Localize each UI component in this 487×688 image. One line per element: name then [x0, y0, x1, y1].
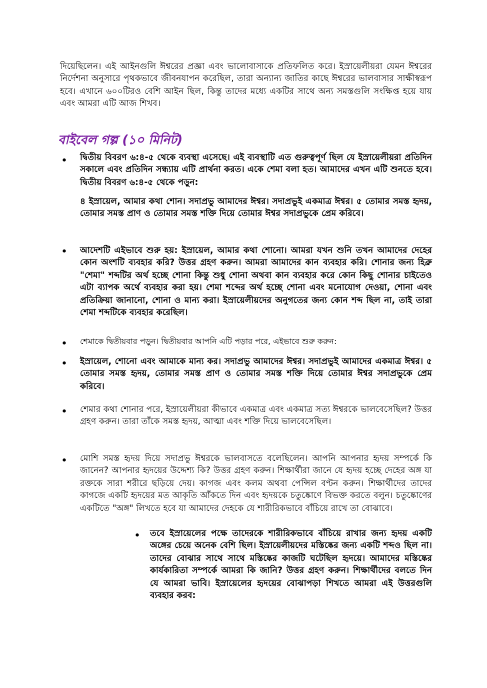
scripture-quote: ৪ ইস্রায়েল, আমার কথা শোন। সদাপ্রভু আমাদের ঈশ্বর। সদাপ্রভুই একমাত্র ঈশ্বর। ৫ তোমার সমস্ত হৃদয়, তোমার সমস্ত প্রাণ ও তোমার সমস্ত শক্তি দিয়ে তোমার ঈশ্বর সদাপ্রভুকে প্রেম করিবে। [80, 197, 432, 220]
paragraph-how-loved: শেমার কথা শোনার পরে, ইস্রায়েলীয়রা কীভাবে একমাত্র এবং একমাত্র সত্য ঈশ্বরকে ভালবেসেছিল? উত্তর গ্রহণ করুন। তারা তাঁকে সমস্ত হৃদয়, আত্মা এবং শক্তি দিয়ে ভালবেসেছিল। [80, 405, 432, 428]
bullet-icon: • [61, 337, 68, 350]
paragraph-read-again: শেমাকে দ্বিতীয়বার পড়ুন। দ্বিতীয়বার আপনি এটি পড়ার পরে, এইভাবে শুরু করুন: [80, 337, 337, 346]
paragraph-law-intro: দ্বিতীয় বিবরণ ৬:৪-৫ থেকে ব্যবস্থা এসেছে। এই ব্যবস্থাটি এত গুরুত্বপূর্ণ ছিল যে ইস্রায়েলীয়রা প্রতিদিন সকালে এবং প্রতিদিন সন্ধ্যায় এটি প্রার্থনা করত। একে শেমা বলা হত। আমাদের এখন এটি শুনতে হবে। দ্বিতীয় বিবরণ ৬:৪-৫ থেকে পড়ুন: [80, 153, 432, 188]
sub-bullet-icon: • [134, 529, 141, 542]
paragraph-shema-quote: ইস্রায়েল, শোনো এবং আমাকে মান্য কর। সদাপ্রভু আমাদের ঈশ্বর। সদাপ্রভুই আমাদের একমাত্র ঈশ্বর। ৫ তোমার সমস্ত হৃদয়, তোমার সমস্ত প্রাণ ও তোমার সমস্ত শক্তি দিয়ে তোমার ঈশ্বর সদাপ্রভুকে প্রেম করিবে। [80, 357, 432, 392]
bullet-icon: • [61, 154, 68, 167]
section-heading: বাইবেল গল্প (১০ মিনিট) [58, 132, 183, 147]
bullet-icon: • [61, 245, 68, 258]
bullet-icon: • [61, 357, 68, 370]
bullet-icon: • [61, 405, 68, 418]
paragraph-heart-understanding: তবে ইস্রায়েলের পক্ষে তাদেরকে শারীরিকভাবে বাঁচিয়ে রাখার জন্য হৃদয় একটি অঙ্গের চেয়ে অনেক বেশি ছিল। ইস্রায়েলীয়দের মস্তিষ্কের জন্য একটি শব্দও ছিল না। তাদের বোঝার সাথে সাথে মস্তিষ্কের কাজটি ঘটেছিল হৃদয়ে। আমাদের মস্তিষ্কের কার্যকারিতা সম্পর্কে আমরা কি জানি? উত্তর গ্রহণ করুন। শিক্ষার্থীদের বলতে দিন যে আমরা ভাবি। ইস্রায়েলের হৃদয়ের বোঝাপড়া শিখতে আমরা এই উত্তরগুলি ব্যবহার করব: [150, 529, 432, 602]
intro-paragraph: দিয়েছিলেন। এই আইনগুলি ঈশ্বরের প্রজ্ঞা এবং ভালোবাসাকে প্রতিফলিত করে। ইস্রায়েলীয়রা যেমন ঈশ্বরের নির্দেশনা অনুসারে পৃথকভাবে জীবনযাপন করেছিল, তারা অন্যান্য জাতির কাছে ঈশ্বরের ভালবাসার সাক্ষীস্বরূপ হবে। এখানে ৬০০টিরও বেশি আইন ছিল, কিন্তু তাদের মধ্যে একটির সাথে অন্য সমস্তগুলি সংক্ষিপ্ত হয়ে যায় এবং আমরা এটি আজ শিখব। [60, 62, 432, 110]
paragraph-shema-meaning: আদেশটি এইভাবে শুরু হয়: ইস্রায়েল, আমার কথা শোনো। আমরা যখন শুনি তখন আমাদের দেহের কোন অংশটি ব্যবহার করি? উত্তর গ্রহণ করুন। আমরা আমাদের কান ব্যবহার করি। শোনার জন্য হিব্রু "শেমা" শব্দটির অর্থ হচ্ছে শোনা কিন্তু শুধু শোনা অথবা কান ব্যবহার করে কোন কিছু শোনার চাইতেও এটা ব্যাপক অর্থে ব্যবহার করা হয়। শেমা শব্দের অর্থ হচ্ছে শোনা এবং মনোযোগ দেওয়া, শোনা এবং প্রতিক্রিয়া জানানো, শোনা ও মান্য করা। ইস্রায়েলীয়দের অনুগতের জন্য কোন শব্দ ছিল না, তাই তারা শেমা শব্দটিকে ব্যবহার করেছিল। [80, 246, 432, 319]
paragraph-heart: মোশি সমস্ত হৃদয় দিয়ে সদাপ্রভু ঈশ্বরকে ভালবাসতে বলেছিলেন। আপনি আপনার হৃদয় সম্পর্কে কি জানেন? আপনার হৃদয়ের উদ্দেশ্য কি? উত্তর গ্রহণ করুন। শিক্ষার্থীরা জানে যে হৃদয় হচ্ছে দেহের অঙ্গ যা রক্তকে সারা শরীরে ছড়িয়ে দেয়। কাগজ এবং কলম অথবা পেন্সিল বণ্টন করুন। শিক্ষার্থীদের তাদের কাগজে একটি হৃদয়ের মত আকৃতি আঁকতে দিন এবং হৃদয়কে চতুষ্কোণে বিভক্ত করতে বলুন। চতুষ্কোণের একটিতে "অঙ্গ" লিখতে হবে যা আমাদের দেহকে যে শারীরিকভাবে বাঁচিয়ে রাখে তা বোঝাবে। [80, 454, 432, 514]
bullet-icon: • [61, 454, 68, 467]
